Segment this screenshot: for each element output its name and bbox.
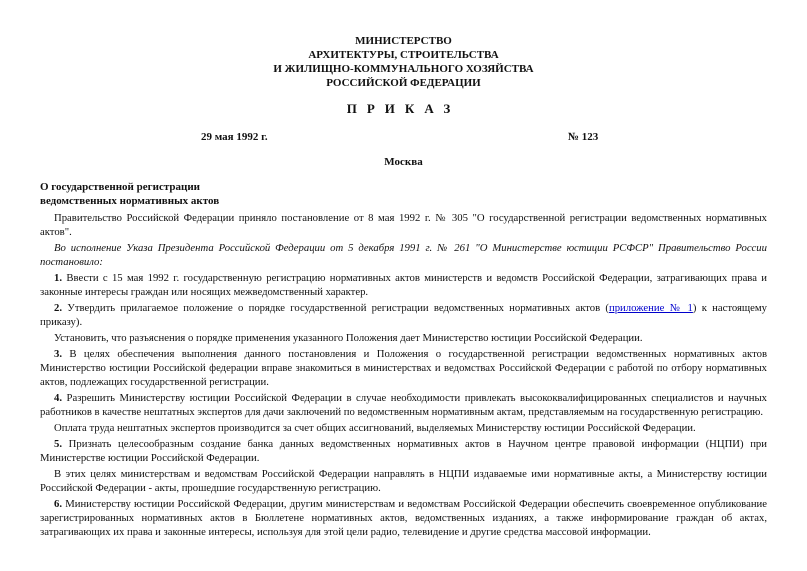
- item-text-3: В целях обеспечения выполнения данного постановления и Положения о государственной регистрации ведомственных нормативных актов Министерство юстиции Российской федерации вправе знакомиться в министерствах и ведомствах Российской Федерации с работой по отбору нормативных актов, подлежащих государственной регистрации.: [40, 348, 767, 388]
- item-text-6: Министерству юстиции Российской Федерации, другим министерствам и ведомствам Российской Федерации обеспечить своевременное опубликование зарегистрированных нормативных актов в Бюллетене нормативных актов, ведомственных изданиях, а также информирование граждан об актах, затрагивающих их права и законные интересы, используя для этой цели радио, телевидение и другие средства массовой информации.: [40, 498, 767, 538]
- subject-line-1: О государственной регистрации: [40, 181, 201, 193]
- paragraph-payment: Оплата труда нештатных экспертов производится за счет общих ассигнований, выделяемых Министерству юстиции Российской Федерации.: [54, 422, 696, 434]
- item-number-5: 5.: [54, 438, 63, 450]
- paragraph-item-6: [40, 497, 767, 539]
- item-text-5: Признать целесообразным создание банка данных ведомственных нормативных актов в Научном центре правовой информации (НЦПИ) при Министерстве юстиции Российской Федерации.: [40, 438, 767, 464]
- ministry-line-1: МИНИСТЕРСТВО: [355, 35, 452, 47]
- paragraph-item-3: [40, 347, 767, 389]
- order-subject: [40, 180, 219, 208]
- item-number-3: 3.: [54, 348, 63, 360]
- item-number-6: 6.: [54, 498, 63, 510]
- paragraph-submission: В этих целях министерствам и ведомствам Российской Федерации направлять в НЦПИ издаваемые ими нормативные акты, а Министерству юстиции Российской Федерации - акты, прошедшие государственную регистрацию.: [40, 468, 767, 494]
- item-number-2: 2.: [54, 302, 63, 314]
- item-text-4: Разрешить Министерству юстиции Российской Федерации в случае необходимости привлекать высококвалифицированных специалистов и научных работников в качестве нештатных экспертов для дачи заключений по ведомственным нормативным актам, представляемым на государственную регистрацию.: [40, 392, 767, 418]
- ministry-heading: [0, 34, 807, 90]
- paragraph-item-5: [40, 437, 767, 465]
- order-date: 29 мая 1992 г.: [201, 131, 268, 143]
- subject-line-2: ведомственных нормативных актов: [40, 195, 220, 207]
- ministry-line-2: АРХИТЕКТУРЫ, СТРОИТЕЛЬСТВА: [308, 49, 499, 61]
- paragraph-item-4: [40, 391, 767, 419]
- paragraph-item-2: [40, 301, 767, 329]
- paragraph-clarification: Установить, что разъяснения о порядке применения указанного Положения дает Министерство юстиции Российской Федерации.: [54, 332, 643, 344]
- item-text-2b: ) к настоящему приказу).: [40, 302, 767, 328]
- paragraph-preamble: Правительство Российской Федерации приняло постановление от 8 мая 1992 г. № 305 "О государственной регистрации ведомственных нормативных актов".: [40, 212, 767, 238]
- order-city: Москва: [384, 156, 423, 168]
- order-number: № 123: [568, 131, 599, 143]
- ministry-line-4: РОССИЙСКОЙ ФЕДЕРАЦИИ: [326, 77, 481, 89]
- order-title: ПРИКАЗ: [346, 101, 461, 116]
- item-number-4: 4.: [54, 392, 63, 404]
- item-number-1: 1.: [54, 272, 63, 284]
- item-text-1: Ввести с 15 мая 1992 г. государственную регистрацию нормативных актов министерств и ведомств Российской Федерации, затрагивающих права и законные интересы граждан или носящих межведомственный характер.: [40, 272, 767, 298]
- appendix-1-link[interactable]: приложение № 1: [608, 302, 693, 314]
- paragraph-decree: Во исполнение Указа Президента Российской Федерации от 5 декабря 1991 г. № 261 "О Министерстве юстиции РСФСР" Правительство России постановило:: [40, 242, 767, 268]
- item-text-2a: Утвердить прилагаемое положение о порядке государственной регистрации ведомственных нормативных актов (: [62, 302, 609, 314]
- paragraph-item-1: [40, 271, 767, 299]
- ministry-line-3: И ЖИЛИЩНО-КОММУНАЛЬНОГО ХОЗЯЙСТВА: [273, 63, 534, 75]
- order-body: [40, 211, 767, 541]
